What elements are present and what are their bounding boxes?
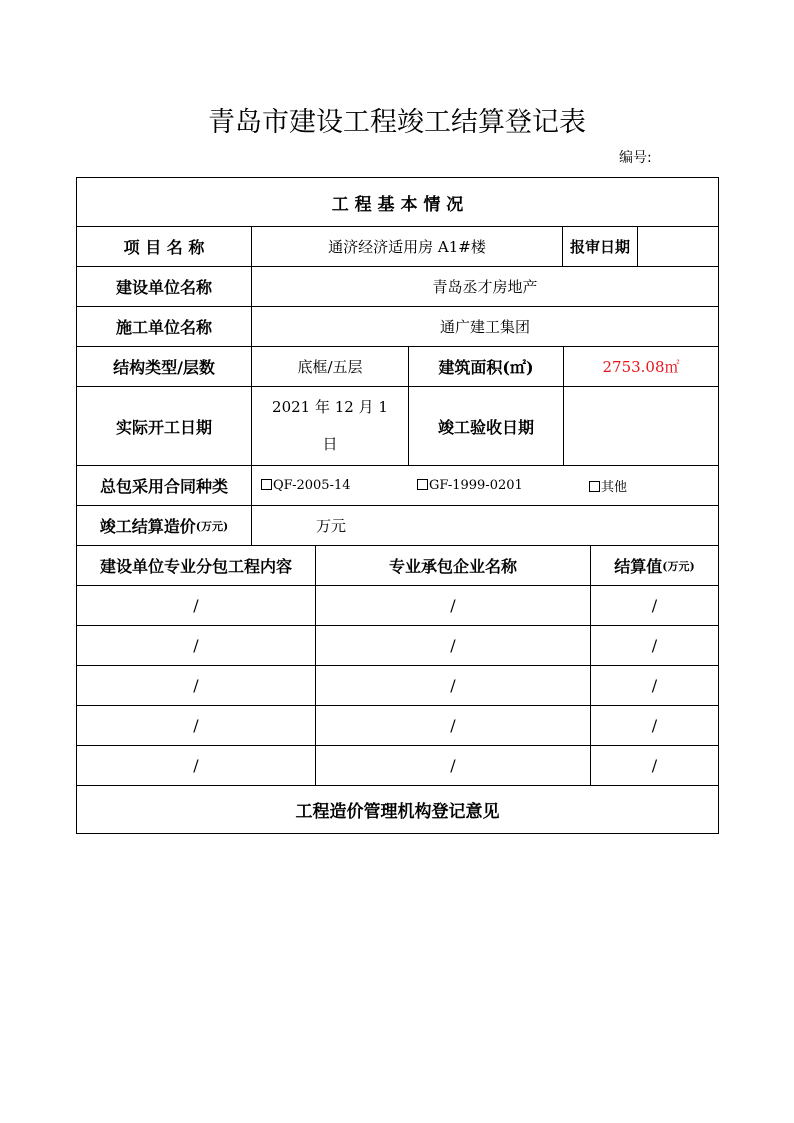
area-value[interactable]: 2753.08㎡ xyxy=(563,346,719,387)
subcontract-value-header: 结算值 (万元) xyxy=(590,545,719,586)
table-row-3-value: / xyxy=(590,665,719,706)
project-name-value[interactable]: 通济经济适用房 A1#楼 xyxy=(251,226,563,267)
table-row-4-content: / xyxy=(76,705,316,746)
table-row-1-value: / xyxy=(590,585,719,626)
settlement-cost-label: 竣工结算造价 (万元) xyxy=(76,505,252,546)
acceptance-date-label: 竣工验收日期 xyxy=(408,386,564,466)
table-row-3-content: / xyxy=(76,665,316,706)
checkbox-icon[interactable] xyxy=(589,481,600,492)
project-name-label: 项 目 名 称 xyxy=(76,226,252,267)
area-label: 建筑面积(㎡) xyxy=(408,346,564,387)
subcontract-content-header: 建设单位专业分包工程内容 xyxy=(76,545,316,586)
checkbox-icon[interactable] xyxy=(261,479,272,490)
review-date-value[interactable] xyxy=(637,226,719,267)
structure-value[interactable]: 底框/五层 xyxy=(251,346,409,387)
opinion-header: 工程造价管理机构登记意见 xyxy=(76,785,719,834)
settlement-cost-value[interactable]: 万元 xyxy=(251,505,719,546)
table-row-5-value: / xyxy=(590,745,719,786)
contract-option-qf[interactable]: QF-2005-14 xyxy=(261,478,351,493)
acceptance-date-value[interactable] xyxy=(563,386,719,466)
table-row-1-content: / xyxy=(76,585,316,626)
settlement-form-table xyxy=(76,177,719,834)
checkbox-icon[interactable] xyxy=(417,479,428,490)
contractor-value[interactable]: 通广建工集团 xyxy=(251,306,719,347)
section-header: 工 程 基 本 情 况 xyxy=(76,177,719,227)
contract-type-options xyxy=(251,465,719,506)
contract-option-other[interactable]: 其他 xyxy=(589,476,627,495)
table-row-4-company: / xyxy=(315,705,591,746)
table-row-5-content: / xyxy=(76,745,316,786)
table-row-5-company: / xyxy=(315,745,591,786)
developer-label: 建设单位名称 xyxy=(76,266,252,307)
contract-option-gf[interactable]: GF-1999-0201 xyxy=(417,478,523,493)
table-row-1-company: / xyxy=(315,585,591,626)
structure-label: 结构类型/层数 xyxy=(76,346,252,387)
subcontract-company-header: 专业承包企业名称 xyxy=(315,545,591,586)
table-row-2-content: / xyxy=(76,625,316,666)
developer-value[interactable]: 青岛丞才房地产 xyxy=(251,266,719,307)
contract-type-label: 总包采用合同种类 xyxy=(76,465,252,506)
table-row-2-company: / xyxy=(315,625,591,666)
serial-number-label: 编号: xyxy=(619,150,652,166)
review-date-label: 报审日期 xyxy=(562,226,638,267)
start-date-value[interactable]: 2021 年 12 月 1 日 xyxy=(251,386,409,466)
table-row-2-value: / xyxy=(590,625,719,666)
contractor-label: 施工单位名称 xyxy=(76,306,252,347)
page-title: 青岛市建设工程竣工结算登记表 xyxy=(208,107,586,138)
start-date-label: 实际开工日期 xyxy=(76,386,252,466)
table-row-4-value: / xyxy=(590,705,719,746)
table-row-3-company: / xyxy=(315,665,591,706)
